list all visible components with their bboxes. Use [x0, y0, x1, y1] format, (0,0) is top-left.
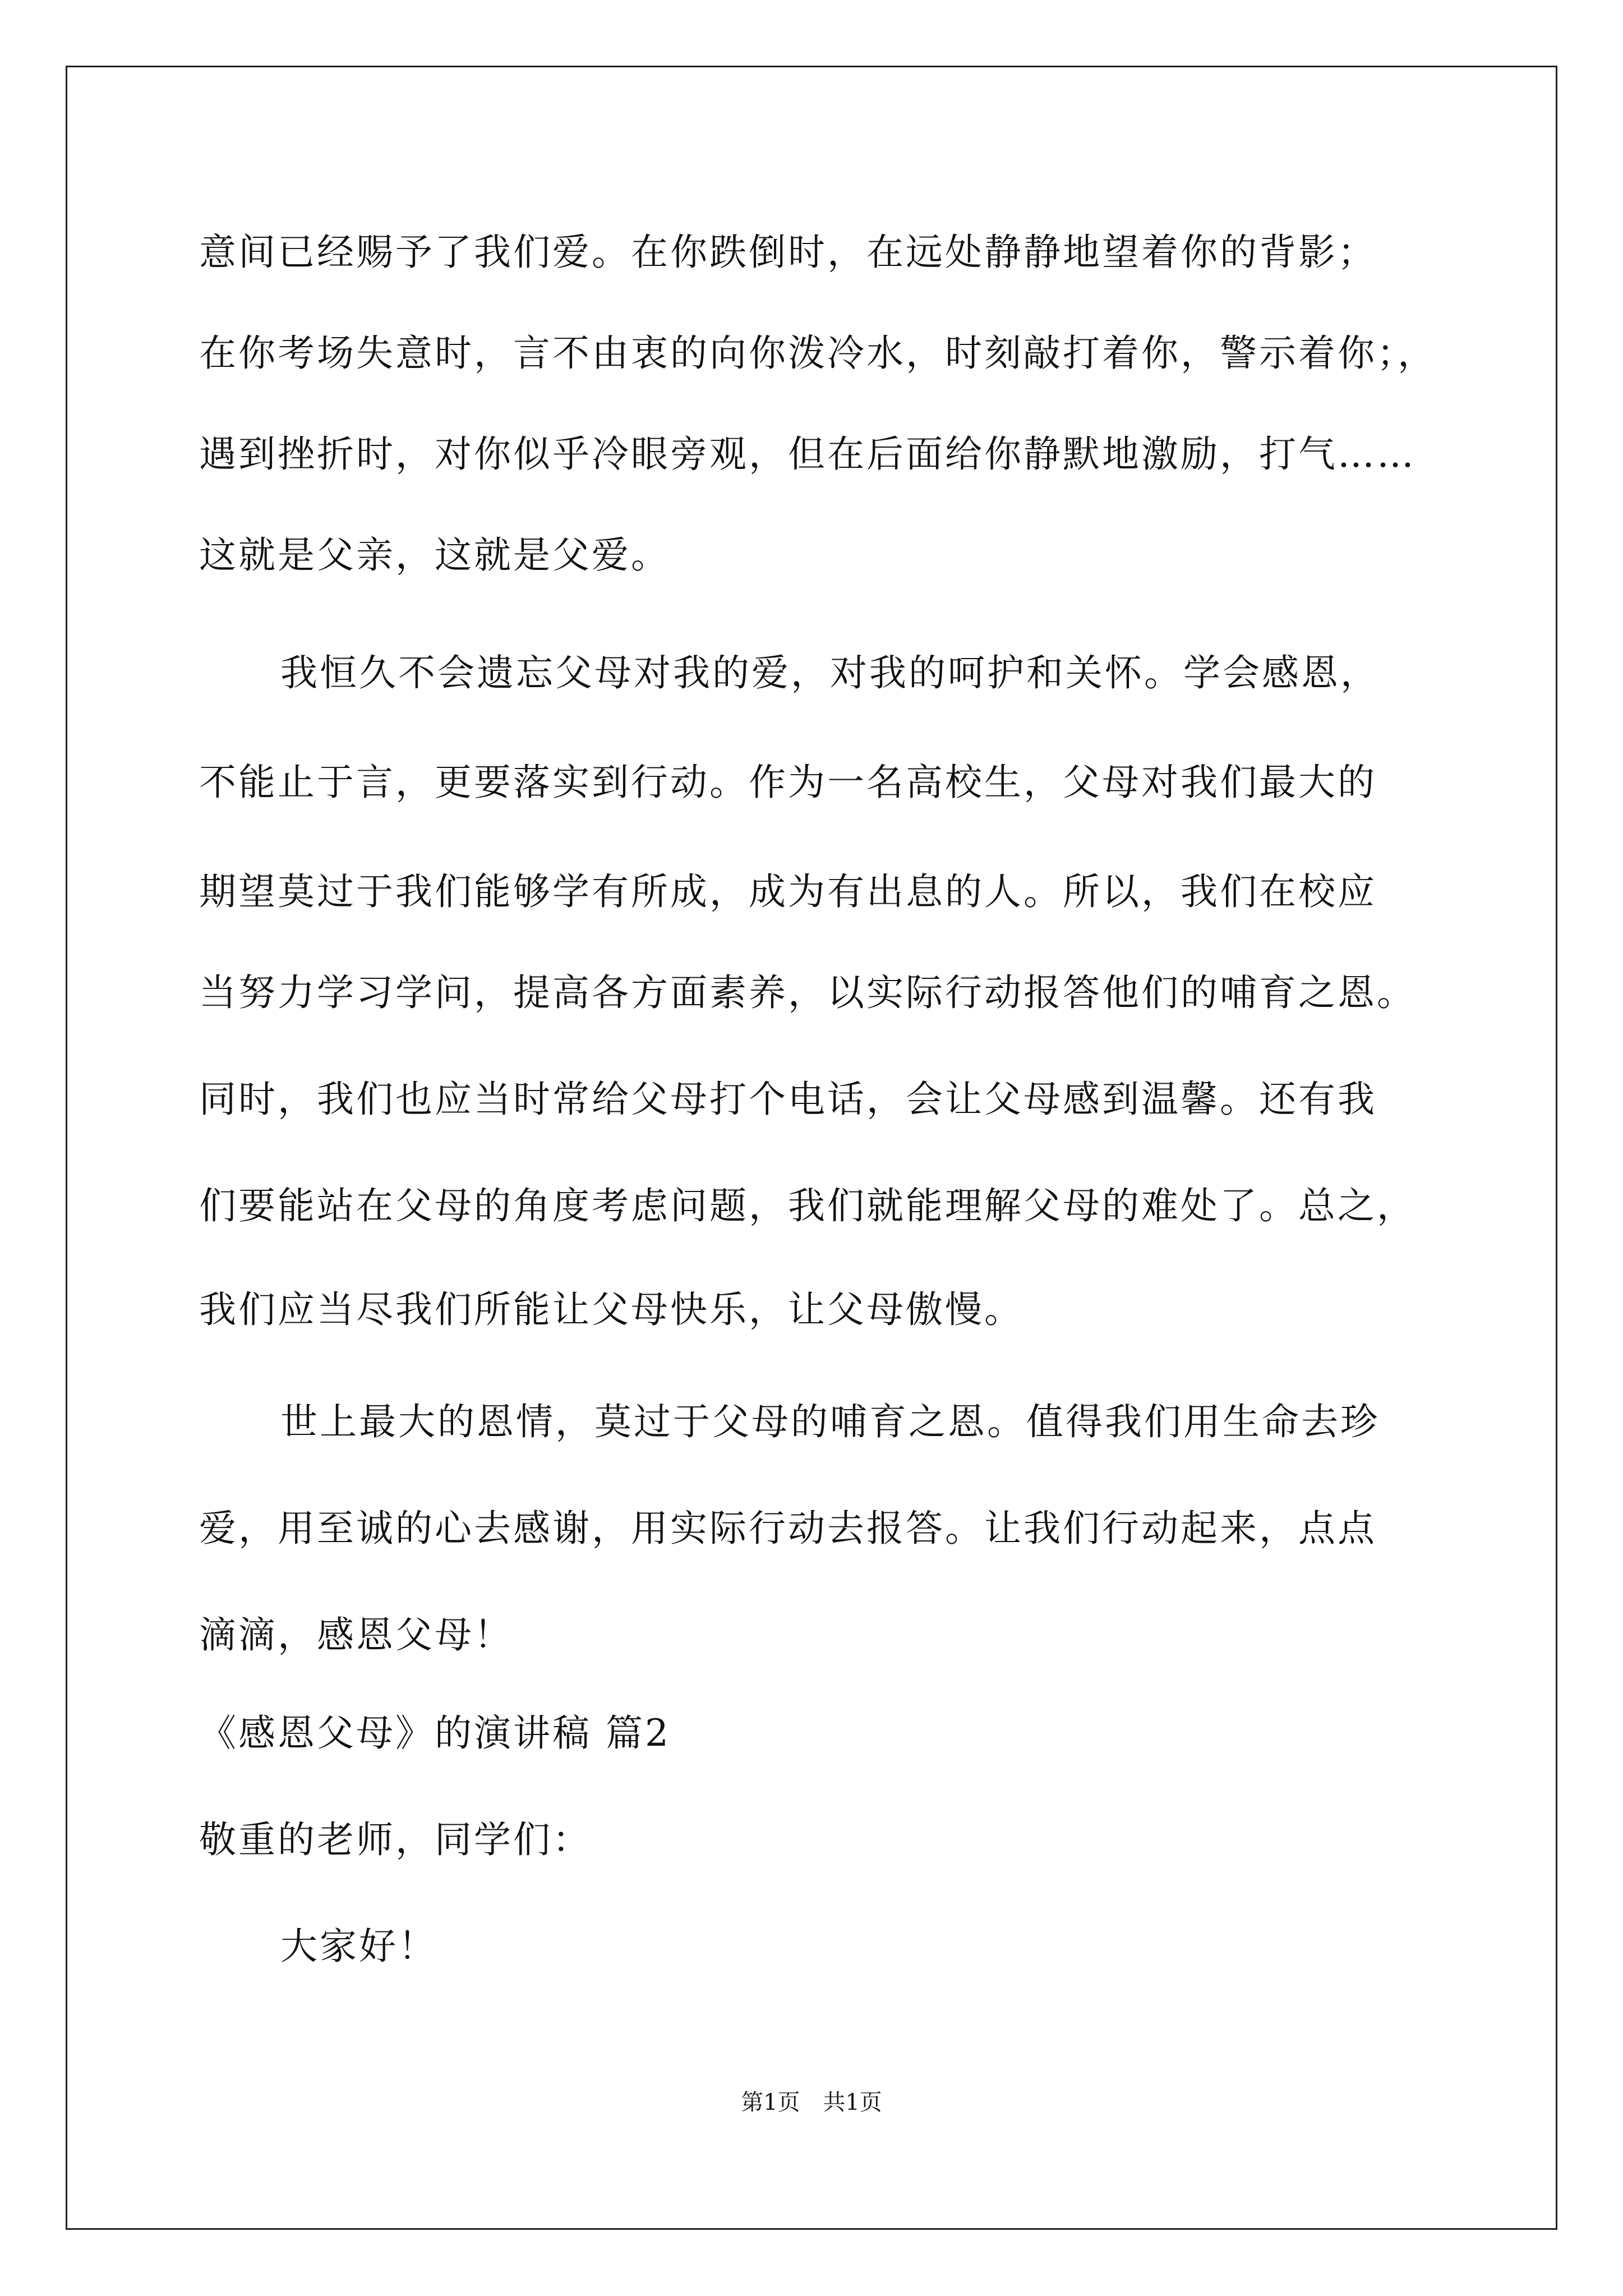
- paragraph-start-line: 世上最大的恩情，莫过于父母的哺育之恩。值得我们用生命去珍: [280, 1400, 1380, 1443]
- text-line: 们要能站在父母的角度考虑问题，我们就能理解父母的难处了。总之，: [199, 1184, 1416, 1227]
- text-line: 滴滴，感恩父母！: [199, 1613, 513, 1657]
- page-number-total: 共1页: [823, 2090, 882, 2115]
- text-line: 意间已经赐予了我们爱。在你跌倒时，在远处静静地望着你的背影；: [199, 231, 1377, 274]
- text-line: 这就是父亲，这就是父爱。: [199, 533, 670, 577]
- text-line: 在你考场失意时，言不由衷的向你泼冷水，时刻敲打着你，警示着你；，: [199, 332, 1437, 375]
- greeting: 大家好！: [280, 1925, 437, 1968]
- page-footer: [0, 2086, 1623, 2119]
- paragraph-start-line: 我恒久不会遗忘父母对我的爱，对我的呵护和关怀。学会感恩，: [280, 651, 1380, 694]
- page-number-current: 第1页: [741, 2090, 800, 2115]
- section-heading: 《感恩父母》的演讲稿 篇2: [199, 1711, 671, 1755]
- text-line: 不能止于言，更要落实到行动。作为一名高校生，父母对我们最大的: [199, 761, 1377, 804]
- text-line: 当努力学习学问，提高各方面素养，以实际行动报答他们的哺育之恩。: [199, 971, 1416, 1014]
- text-line: 遇到挫折时，对你似乎冷眼旁观，但在后面给你静默地激励，打气……: [199, 432, 1416, 476]
- text-line: 我们应当尽我们所能让父母快乐，让父母傲慢。: [199, 1288, 1023, 1331]
- text-line: 同时，我们也应当时常给父母打个电话，会让父母感到温馨。还有我: [199, 1078, 1377, 1121]
- text-line: 期望莫过于我们能够学有所成，成为有出息的人。所以，我们在校应: [199, 870, 1377, 913]
- salutation: 敬重的老师，同学们：: [199, 1818, 592, 1861]
- text-line: 爱，用至诚的心去感谢，用实际行动去报答。让我们行动起来，点点: [199, 1507, 1377, 1550]
- page-border: [66, 66, 1557, 2230]
